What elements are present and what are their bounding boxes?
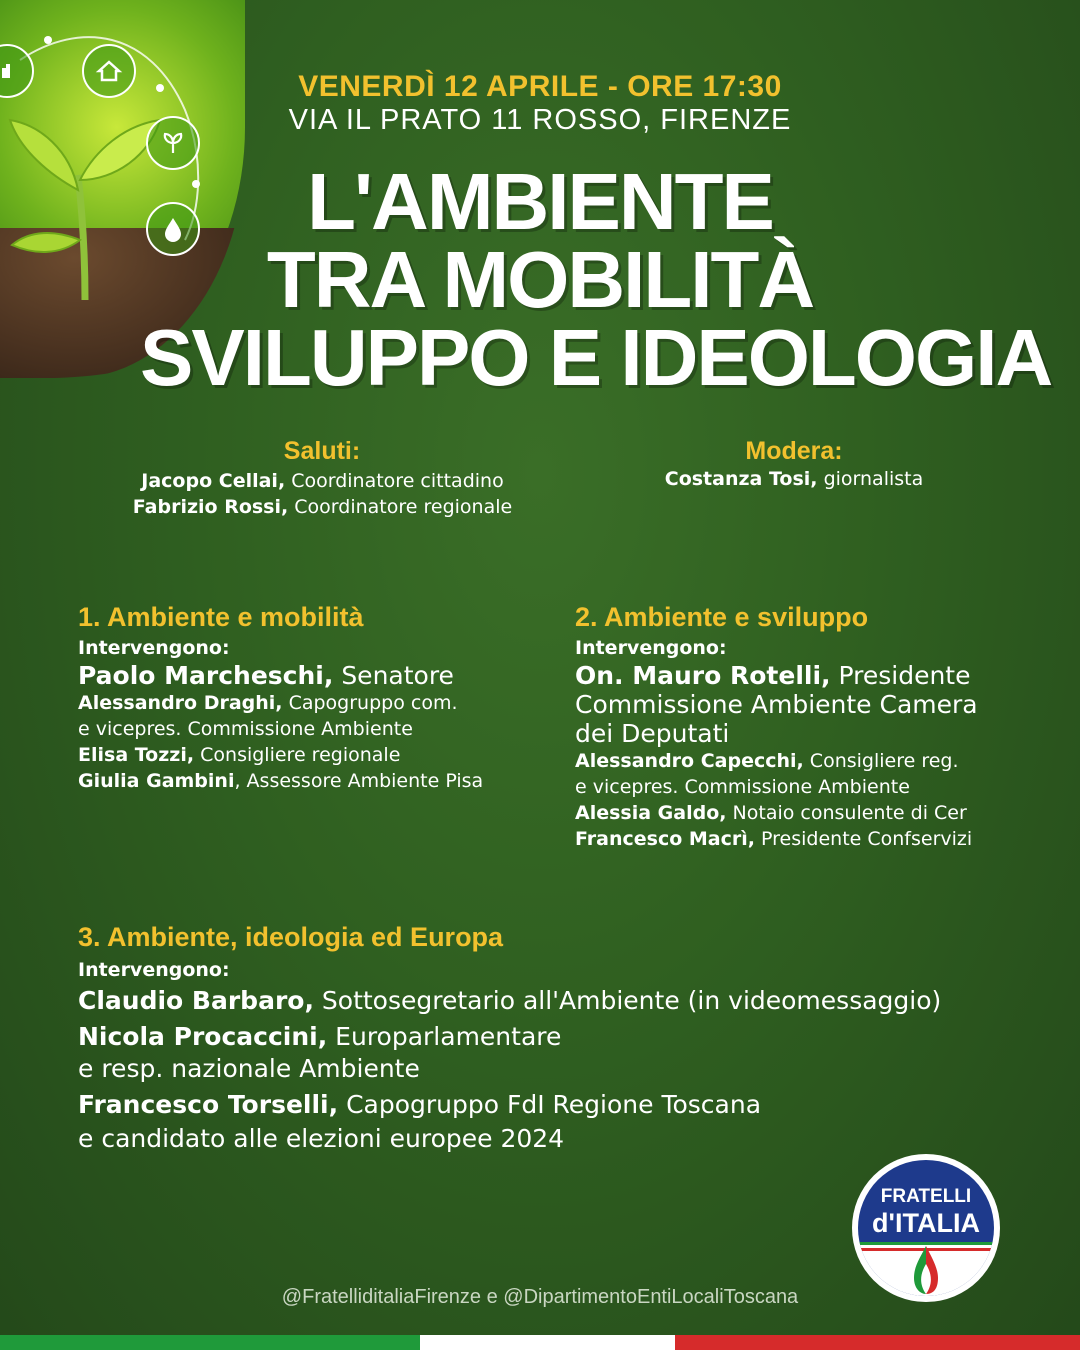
section-2-lead-role2: Commissione Ambiente Camera [575, 690, 978, 719]
section-2-lead: On. Mauro Rotelli, Presidente [575, 661, 971, 690]
section-3-person-3: Francesco Torselli, Capogruppo FdI Regione Toscana [78, 1090, 762, 1119]
title-line-2: TRA MOBILITÀ [266, 235, 814, 324]
saluti-person-1: Jacopo Cellai, Coordinatore cittadino [141, 470, 504, 492]
section-3-person-2-role2: e resp. nazionale Ambiente [78, 1054, 420, 1083]
saluti-list [100, 468, 545, 520]
section-3 [78, 922, 1038, 1155]
event-address: VIA IL PRATO 11 ROSSO, FIRENZE [288, 104, 792, 136]
section-2-person-1: Alessandro Capecchi, Consigliere reg. [575, 750, 959, 772]
modera-heading: Modera: [745, 437, 843, 465]
section-1-person-1: Alessandro Draghi, Capogruppo com. [78, 692, 458, 714]
social-handles: @FratelliditaliaFirenze e @DipartimentoEntiLocaliToscana [281, 1286, 799, 1308]
section-2-title: 2. Ambiente e sviluppo [575, 602, 869, 632]
title-line-3: SVILUPPO E IDEOLOGIA [140, 313, 1052, 402]
section-2 [575, 602, 1055, 852]
logo-line-2: d'ITALIA [872, 1208, 980, 1238]
section-1-title: 1. Ambiente e mobilità [78, 602, 364, 632]
flag-stripe-green [0, 1335, 420, 1350]
section-3-person-3-role2: e candidato alle elezioni europee 2024 [78, 1124, 565, 1153]
section-1-person-3: Giulia Gambini, Assessore Ambiente Pisa [78, 770, 484, 792]
section-1-intervengono: Intervengono: [78, 637, 230, 659]
section-3-person-2: Nicola Procaccini, Europarlamentare [78, 1022, 562, 1051]
section-3-person-1: Claudio Barbaro, Sottosegretario all'Ambiente (in videomessaggio) [78, 986, 942, 1015]
section-1-person-1-role2: e vicepres. Commissione Ambiente [78, 718, 413, 740]
flag-stripe-red [675, 1335, 1080, 1350]
section-2-intervengono: Intervengono: [575, 637, 727, 659]
section-3-intervengono: Intervengono: [78, 959, 230, 981]
section-2-lead-role3: dei Deputati [575, 719, 730, 748]
section-2-person-2: Alessia Galdo, Notaio consulente di Cer [575, 802, 967, 824]
section-1 [78, 602, 558, 794]
logo-line-1: FRATELLI [880, 1186, 972, 1207]
saluti-person-2: Fabrizio Rossi, Coordinatore regionale [132, 496, 513, 518]
modera-person: Costanza Tosi, giornalista [664, 468, 924, 490]
section-2-person-3: Francesco Macrì, Presidente Confservizi [575, 828, 973, 850]
section-1-person-2: Elisa Tozzi, Consigliere regionale [78, 744, 401, 766]
fratelli-ditalia-logo [852, 1154, 1000, 1302]
event-date-time: VENERDÌ 12 APRILE - ORE 17:30 [298, 70, 782, 103]
section-2-person-1-role2: e vicepres. Commissione Ambiente [575, 776, 910, 798]
section-1-lead: Paolo Marcheschi, Senatore [78, 661, 454, 690]
section-3-title: 3. Ambiente, ideologia ed Europa [78, 922, 504, 952]
flag-stripe-white [420, 1335, 675, 1350]
saluti-heading: Saluti: [283, 437, 361, 465]
title-line-1: L'AMBIENTE [307, 157, 773, 246]
